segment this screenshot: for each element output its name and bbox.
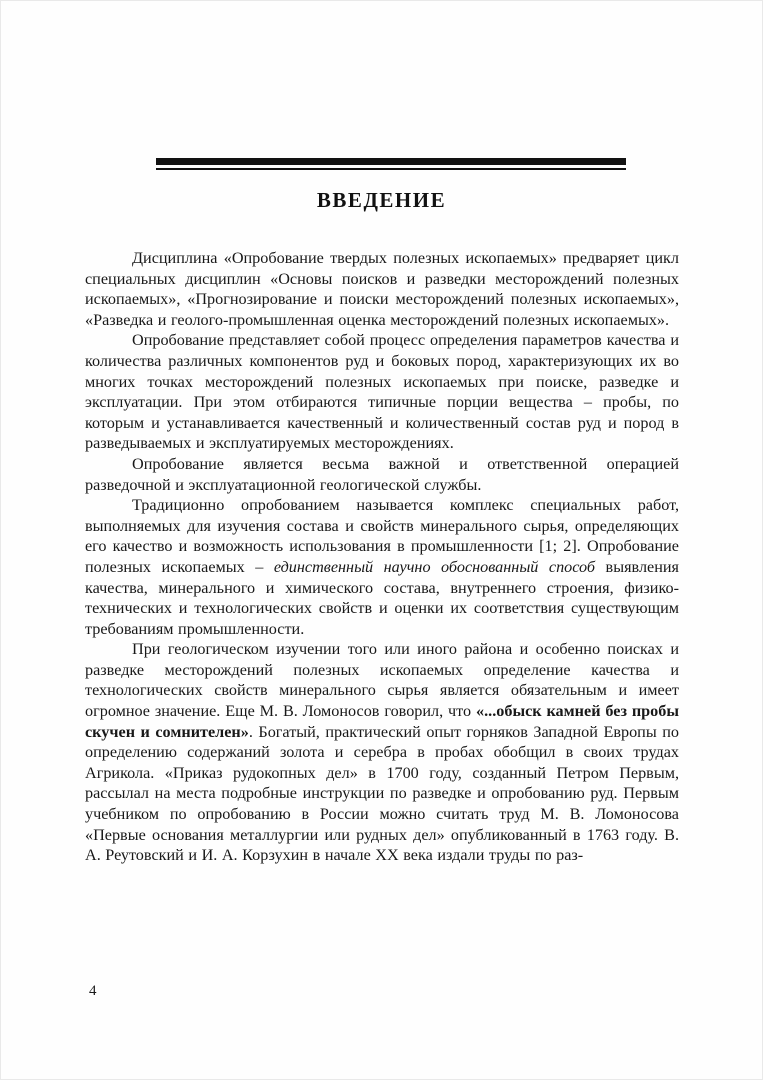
text-run: При геологическом изучении того или иного района и особенно поисках и разведке месторождений полезных ископаемых определение качества и технологических свойств минерального сырья является обязательным и имеет огромное значение. Еще М. В. Ломоносов говорил, что	[85, 640, 679, 721]
heading-rule	[156, 158, 626, 170]
text-run: «...обыск камней без пробы скучен и сомнителен»	[85, 702, 679, 741]
text-run: Опробование является весьма важной и ответственной операцией разведочной и эксплуатационной геологической службы.	[85, 454, 679, 494]
text-run: . Богатый, практический опыт горняков Западной Европы по определению содержаний золота и серебра в пробах обобщил в своих трудах Агрикола. «Приказ рудокопных дел» в 1700 году, созданный Петром Первым, рассылал на места подробные инструкции по разведке и опробованию руд. Первым учебником по опробованию в России можно считать труд М. В. Ломоносова «Первые основания металлургии или рудных дел» опубликованный в 1763 году. В. А. Реутовский и И. А. Корзухин в начале XX века издали труды по раз-	[85, 722, 679, 865]
paragraph	[85, 454, 679, 495]
text-run: Дисциплина «Опробование твердых полезных ископаемых» предваряет цикл специальных дисциплин «Основы поисков и разведки месторождений полезных ископаемых», «Прогнозирование и поиски месторождений полезных ископаемых», «Разведка и геолого-промышленная оценка месторождений полезных ископаемых».	[85, 249, 679, 329]
paragraph	[85, 639, 679, 866]
text-run: Традиционно опробованием называется комплекс специальных работ, выполняемых для изучения состава и свойств минерального сырья, определяющих его качество и возможность использования в промышленности [1; 2]. Опробование полезных ископаемых –	[85, 496, 679, 576]
text-run: выявления качества, минерального и химического состава, внутреннего строения, физико-технических и технологических свойств и оценки их соответствия существующим требованиям промышленности.	[85, 557, 679, 638]
page-title: ВВЕДЕНИЕ	[316, 188, 447, 212]
page-number: 4	[89, 983, 97, 999]
text-run: единственный научно обоснованный способ	[273, 557, 596, 576]
paragraph	[85, 495, 679, 639]
heading-rule-thin-bar	[156, 168, 626, 170]
body-text	[85, 248, 679, 866]
text-run: Опробование представляет собой процесс определения параметров качества и количества различных компонентов руд и боковых пород, характеризующих их во многих точках месторождений полезных ископаемых при поиске, разведке и эксплуатации. При этом отбираются типичные порции вещества – пробы, по которым и устанавливается качественный и количественный состав руд и пород в разведываемых и эксплуатируемых месторождениях.	[85, 331, 679, 453]
heading-rule-thick-bar	[156, 158, 626, 165]
paragraph	[85, 330, 679, 454]
paragraph	[85, 248, 679, 330]
